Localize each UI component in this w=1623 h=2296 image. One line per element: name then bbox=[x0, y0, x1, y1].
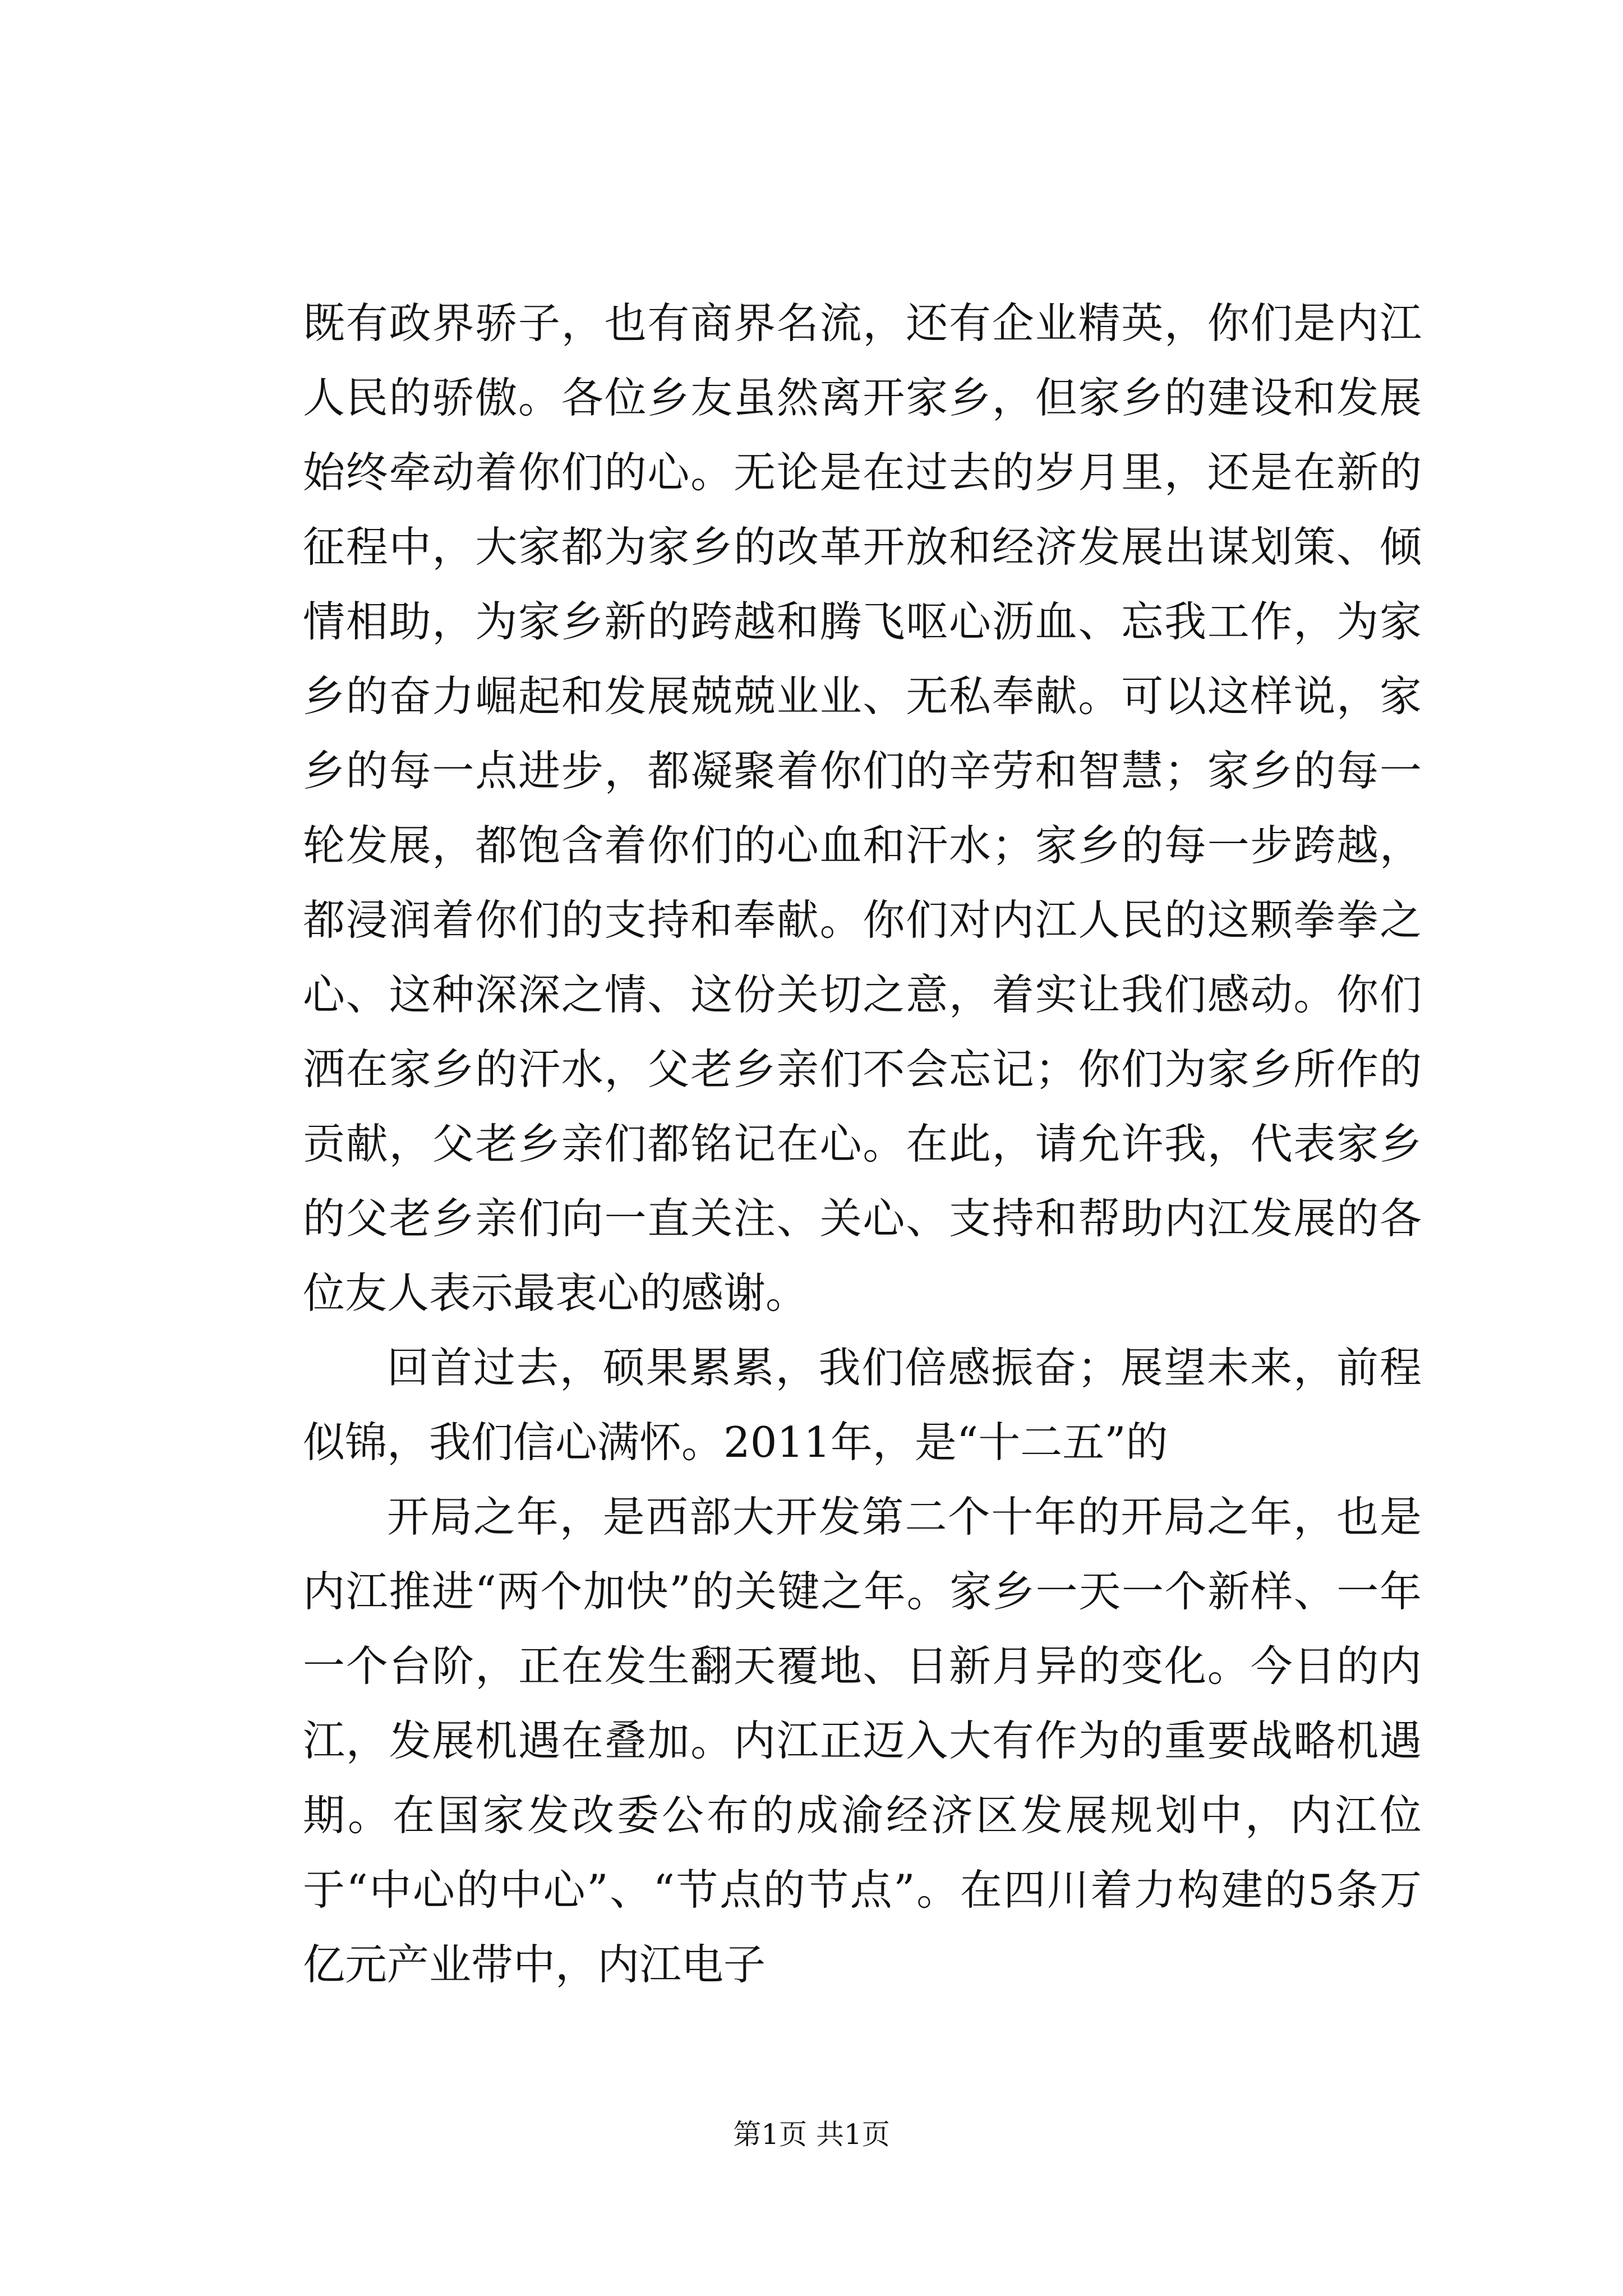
document-body bbox=[303, 286, 1422, 2002]
paragraph-3: 开局之年，是西部大开发第二个十年的开局之年，也是内江推进“两个加快”的关键之年。家乡一天一个新样、一年一个台阶，正在发生翻天覆地、日新月异的变化。今日的内江，发展机遇在叠加。内江正迈入大有作为的重要战略机遇期。在国家发改委公布的成渝经济区发展规划中，内江位于“中心的中心”、“节点的节点”。在四川着力构建的5条万亿元产业带中，内江电子 bbox=[303, 1492, 1422, 1989]
page-footer: 第1页 共1页 bbox=[733, 2118, 890, 2151]
paragraph-1: 既有政界骄子，也有商界名流，还有企业精英，你们是内江人民的骄傲。各位乡友虽然离开家乡，但家乡的建设和发展始终牵动着你们的心。无论是在过去的岁月里，还是在新的征程中，大家都为家乡的改革开放和经济发展出谋划策、倾情相助，为家乡新的跨越和腾飞呕心沥血、忘我工作，为家乡的奋力崛起和发展兢兢业业、无私奉献。可以这样说，家乡的每一点进步，都凝聚着你们的辛劳和智慧；家乡的每一轮发展，都饱含着你们的心血和汗水；家乡的每一步跨越，都浸润着你们的支持和奉献。你们对内江人民的这颗拳拳之心、这种深深之情、这份关切之意，着实让我们感动。你们洒在家乡的汗水，父老乡亲们不会忘记；你们为家乡所作的贡献，父老乡亲们都铭记在心。在此，请允许我，代表家乡的父老乡亲们向一直关注、关心、支持和帮助内江发展的各位友人表示最衷心的感谢。 bbox=[303, 298, 1422, 1318]
paragraph-2: 回首过去，硕果累累，我们倍感振奋；展望未来，前程似锦，我们信心满怀。2011年，是“十二五”的 bbox=[303, 1343, 1422, 1467]
